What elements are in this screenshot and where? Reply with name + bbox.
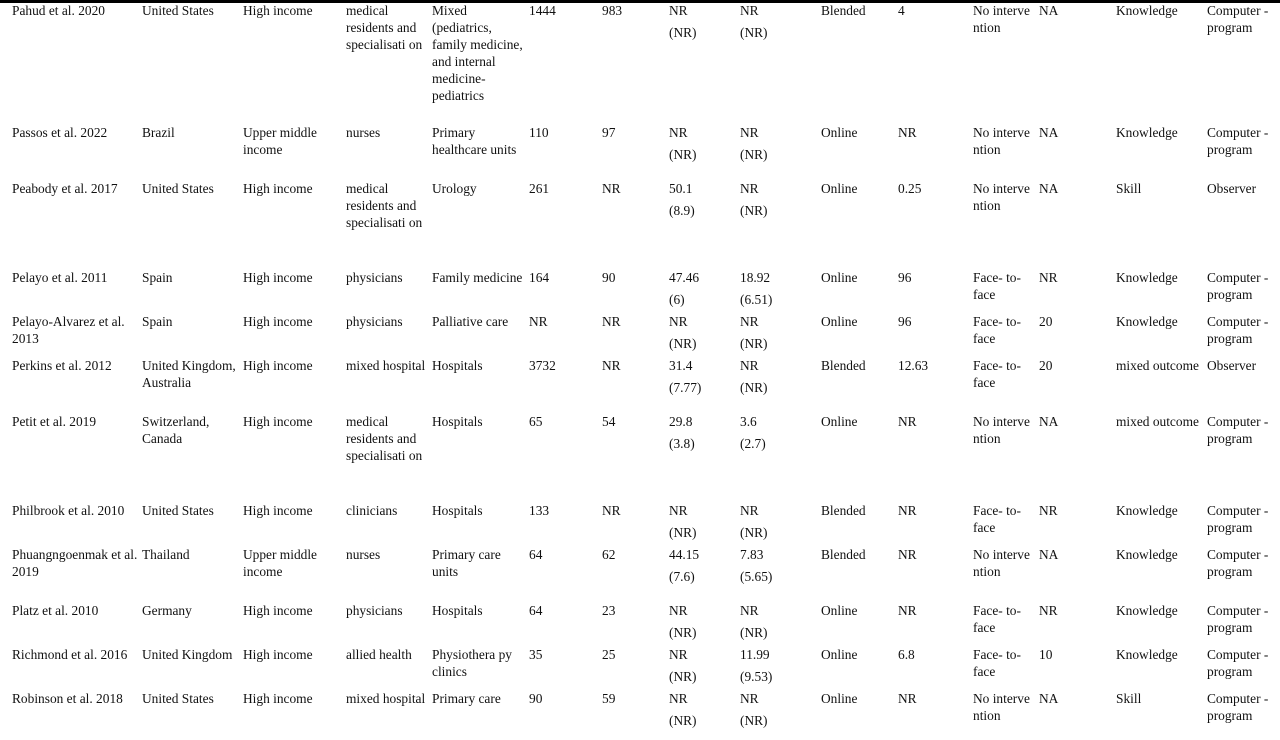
cell-comparator-duration: NA — [1039, 3, 1059, 18]
cell-sample-analysed: 23 — [602, 603, 616, 618]
table-row — [0, 502, 1280, 546]
cell-comparator-duration: NA — [1039, 547, 1059, 562]
cell-assessment: Observer — [1207, 181, 1257, 196]
cell-outcome: Knowledge — [1116, 270, 1178, 285]
cell-assessment: Computer -program — [1207, 3, 1269, 35]
age-mean: 50.1 — [669, 181, 693, 196]
cell-duration: 96 — [898, 314, 912, 329]
cell-delivery-mode: Online — [821, 270, 858, 285]
experience-mean: 7.83 — [740, 547, 764, 562]
cell-experience — [740, 502, 821, 546]
cell-sample-size: 64 — [529, 603, 543, 618]
cell-study: Pelayo et al. 2011 — [12, 270, 108, 285]
cell-study: Passos et al. 2022 — [12, 125, 108, 140]
cell-sample-analysed: 54 — [602, 414, 616, 429]
cell-profession: medical residents and specialisati on — [346, 181, 423, 230]
cell-profession: physicians — [346, 603, 403, 618]
cell-study: Peabody et al. 2017 — [12, 181, 118, 196]
cell-sample-analysed: 97 — [602, 125, 616, 140]
cell-delivery-mode: Blended — [821, 503, 866, 518]
cell-sample-analysed: 62 — [602, 547, 616, 562]
table-row — [0, 413, 1280, 502]
table-row — [0, 646, 1280, 690]
table-row — [0, 602, 1280, 646]
cell-duration: 12.63 — [898, 358, 929, 373]
cell-outcome: Knowledge — [1116, 547, 1178, 562]
cell-outcome: Knowledge — [1116, 603, 1178, 618]
cell-income: High income — [243, 3, 313, 18]
cell-delivery-mode: Online — [821, 691, 858, 706]
cell-duration: 0.25 — [898, 181, 922, 196]
cell-age — [669, 413, 740, 502]
cell-outcome: mixed outcome — [1116, 358, 1199, 373]
cell-profession: mixed hospital — [346, 358, 426, 373]
cell-country: Spain — [142, 270, 173, 285]
cell-study: Pelayo-Alvarez et al. 2013 — [12, 314, 125, 346]
cell-income: High income — [243, 314, 313, 329]
age-sd: (NR) — [669, 25, 697, 40]
cell-assessment: Computer -program — [1207, 270, 1269, 302]
cell-profession: clinicians — [346, 503, 398, 518]
cell-study: Platz et al. 2010 — [12, 603, 99, 618]
cell-sample-analysed: 59 — [602, 691, 616, 706]
experience-sd: (NR) — [740, 147, 768, 162]
cell-assessment: Computer -program — [1207, 647, 1269, 679]
cell-age — [669, 269, 740, 313]
cell-duration: 96 — [898, 270, 912, 285]
age-mean: 44.15 — [669, 547, 700, 562]
cell-country: Brazil — [142, 125, 175, 140]
cell-profession: medical residents and specialisati on — [346, 3, 423, 52]
cell-profession: mixed hospital — [346, 691, 426, 706]
cell-experience — [740, 690, 821, 740]
cell-sample-analysed: 90 — [602, 270, 616, 285]
cell-outcome: Knowledge — [1116, 647, 1178, 662]
table-row — [0, 2, 1280, 124]
cell-age — [669, 124, 740, 180]
table-row — [0, 546, 1280, 602]
age-mean: NR — [669, 603, 688, 618]
cell-experience — [740, 269, 821, 313]
cell-delivery-mode: Blended — [821, 358, 866, 373]
table-row — [0, 690, 1280, 740]
cell-comparator-duration: NA — [1039, 181, 1059, 196]
cell-comparator: No interve ntion — [973, 691, 1030, 723]
cell-outcome: Knowledge — [1116, 314, 1178, 329]
cell-profession: nurses — [346, 125, 381, 140]
cell-delivery-mode: Blended — [821, 547, 866, 562]
cell-country: Switzerland, Canada — [142, 414, 210, 446]
age-sd: (7.77) — [669, 380, 702, 395]
cell-sample-analysed: 25 — [602, 647, 616, 662]
cell-comparator-duration: 20 — [1039, 358, 1053, 373]
cell-income: High income — [243, 503, 313, 518]
cell-country: Germany — [142, 603, 192, 618]
experience-sd: (NR) — [740, 336, 768, 351]
cell-comparator: Face- to-face — [973, 503, 1021, 535]
age-sd: (8.9) — [669, 203, 695, 218]
cell-comparator: Face- to-face — [973, 358, 1021, 390]
cell-delivery-mode: Online — [821, 181, 858, 196]
cell-delivery-mode: Blended — [821, 3, 866, 18]
cell-income: Upper middle income — [243, 547, 318, 579]
age-mean: 29.8 — [669, 414, 693, 429]
cell-study: Robinson et al. 2018 — [12, 691, 123, 706]
cell-comparator-duration: NR — [1039, 603, 1058, 618]
age-sd: (NR) — [669, 625, 697, 640]
cell-sample-analysed: NR — [602, 181, 621, 196]
cell-age — [669, 646, 740, 690]
cell-comparator: No interve ntion — [973, 125, 1030, 157]
cell-comparator-duration: NA — [1039, 691, 1059, 706]
cell-age — [669, 357, 740, 413]
cell-comparator-duration: NA — [1039, 414, 1059, 429]
cell-assessment: Computer -program — [1207, 414, 1269, 446]
table-body — [0, 2, 1280, 740]
age-sd: (6) — [669, 292, 685, 307]
cell-income: High income — [243, 270, 313, 285]
cell-duration: NR — [898, 691, 917, 706]
cell-assessment: Computer -program — [1207, 603, 1269, 635]
table-row — [0, 124, 1280, 180]
cell-country: United States — [142, 691, 214, 706]
cell-sample-size: 65 — [529, 414, 543, 429]
cell-sample-analysed: 983 — [602, 3, 623, 18]
cell-outcome: Knowledge — [1116, 503, 1178, 518]
cell-profession: nurses — [346, 547, 381, 562]
cell-country: United States — [142, 3, 214, 18]
cell-income: High income — [243, 647, 313, 662]
cell-sample-size: NR — [529, 314, 548, 329]
cell-profession: physicians — [346, 314, 403, 329]
cell-setting: Hospitals — [432, 503, 483, 518]
cell-delivery-mode: Online — [821, 125, 858, 140]
studies-table — [0, 2, 1280, 740]
cell-setting: Family medicine — [432, 270, 523, 285]
cell-sample-analysed: NR — [602, 314, 621, 329]
cell-outcome: Skill — [1116, 181, 1142, 196]
cell-duration: NR — [898, 603, 917, 618]
cell-income: Upper middle income — [243, 125, 318, 157]
age-mean: NR — [669, 3, 688, 18]
cell-profession: allied health — [346, 647, 412, 662]
table-row — [0, 313, 1280, 357]
table-row — [0, 269, 1280, 313]
cell-sample-size: 3732 — [529, 358, 556, 373]
cell-outcome: mixed outcome — [1116, 414, 1199, 429]
cell-country: Thailand — [142, 547, 190, 562]
cell-duration: NR — [898, 414, 917, 429]
cell-sample-size: 90 — [529, 691, 543, 706]
cell-study: Petit et al. 2019 — [12, 414, 97, 429]
experience-mean: NR — [740, 181, 759, 196]
experience-sd: (NR) — [740, 713, 768, 728]
experience-mean: NR — [740, 3, 759, 18]
cell-comparator-duration: NA — [1039, 125, 1059, 140]
age-sd: (NR) — [669, 669, 697, 684]
table-row — [0, 180, 1280, 269]
cell-sample-size: 164 — [529, 270, 550, 285]
age-sd: (NR) — [669, 336, 697, 351]
experience-mean: 3.6 — [740, 414, 757, 429]
cell-income: High income — [243, 603, 313, 618]
age-sd: (7.6) — [669, 569, 695, 584]
cell-outcome: Skill — [1116, 691, 1142, 706]
cell-experience — [740, 180, 821, 269]
cell-setting: Hospitals — [432, 603, 483, 618]
experience-sd: (NR) — [740, 380, 768, 395]
experience-mean: 18.92 — [740, 270, 771, 285]
cell-outcome: Knowledge — [1116, 3, 1178, 18]
cell-age — [669, 180, 740, 269]
cell-assessment: Computer -program — [1207, 503, 1269, 535]
cell-age — [669, 546, 740, 602]
age-sd: (NR) — [669, 525, 697, 540]
experience-sd: (9.53) — [740, 669, 773, 684]
table-row — [0, 357, 1280, 413]
cell-assessment: Computer -program — [1207, 547, 1269, 579]
age-sd: (NR) — [669, 147, 697, 162]
cell-setting: Palliative care — [432, 314, 509, 329]
age-mean: 47.46 — [669, 270, 700, 285]
cell-study: Pahud et al. 2020 — [12, 3, 105, 18]
cell-setting: Physiothera py clinics — [432, 647, 512, 679]
cell-study: Phuangngoenmak et al. 2019 — [12, 547, 138, 579]
cell-delivery-mode: Online — [821, 414, 858, 429]
cell-study: Perkins et al. 2012 — [12, 358, 112, 373]
experience-mean: NR — [740, 125, 759, 140]
cell-duration: NR — [898, 125, 917, 140]
experience-sd: (NR) — [740, 25, 768, 40]
cell-sample-analysed: NR — [602, 358, 621, 373]
cell-study: Richmond et al. 2016 — [12, 647, 128, 662]
experience-sd: (5.65) — [740, 569, 773, 584]
cell-sample-size: 64 — [529, 547, 543, 562]
cell-experience — [740, 646, 821, 690]
cell-comparator: No interve ntion — [973, 3, 1030, 35]
cell-experience — [740, 357, 821, 413]
cell-outcome: Knowledge — [1116, 125, 1178, 140]
cell-experience — [740, 2, 821, 124]
cell-setting: Primary care units — [432, 547, 501, 579]
cell-setting: Hospitals — [432, 358, 483, 373]
cell-experience — [740, 413, 821, 502]
cell-sample-size: 133 — [529, 503, 550, 518]
experience-sd: (2.7) — [740, 436, 766, 451]
cell-comparator: Face- to-face — [973, 270, 1021, 302]
cell-assessment: Computer -program — [1207, 691, 1269, 723]
cell-delivery-mode: Online — [821, 603, 858, 618]
cell-setting: Hospitals — [432, 414, 483, 429]
cell-experience — [740, 546, 821, 602]
experience-mean: NR — [740, 691, 759, 706]
age-mean: NR — [669, 503, 688, 518]
cell-setting: Primary care — [432, 691, 501, 706]
age-sd: (NR) — [669, 713, 697, 728]
cell-comparator: No interve ntion — [973, 181, 1030, 213]
experience-mean: NR — [740, 314, 759, 329]
cell-duration: NR — [898, 503, 917, 518]
cell-duration: 4 — [898, 3, 905, 18]
cell-income: High income — [243, 358, 313, 373]
cell-duration: 6.8 — [898, 647, 915, 662]
experience-sd: (NR) — [740, 203, 768, 218]
cell-experience — [740, 124, 821, 180]
cell-income: High income — [243, 181, 313, 196]
cell-delivery-mode: Online — [821, 647, 858, 662]
cell-delivery-mode: Online — [821, 314, 858, 329]
cell-comparator-duration: NR — [1039, 270, 1058, 285]
cell-experience — [740, 313, 821, 357]
cell-age — [669, 690, 740, 740]
cell-sample-size: 1444 — [529, 3, 556, 18]
cell-age — [669, 602, 740, 646]
cell-profession: physicians — [346, 270, 403, 285]
cell-country: United Kingdom — [142, 647, 233, 662]
cell-sample-size: 110 — [529, 125, 549, 140]
cell-study: Philbrook et al. 2010 — [12, 503, 125, 518]
experience-mean: NR — [740, 358, 759, 373]
cell-setting: Urology — [432, 181, 477, 196]
cell-age — [669, 2, 740, 124]
cell-assessment: Computer -program — [1207, 125, 1269, 157]
age-mean: NR — [669, 647, 688, 662]
cell-comparator-duration: 10 — [1039, 647, 1053, 662]
cell-age — [669, 502, 740, 546]
cell-income: High income — [243, 414, 313, 429]
cell-setting: Primary healthcare units — [432, 125, 517, 157]
cell-age — [669, 313, 740, 357]
age-mean: NR — [669, 314, 688, 329]
cell-experience — [740, 602, 821, 646]
experience-sd: (NR) — [740, 625, 768, 640]
cell-comparator: No interve ntion — [973, 547, 1030, 579]
cell-assessment: Computer -program — [1207, 314, 1269, 346]
age-mean: NR — [669, 125, 688, 140]
cell-assessment: Observer — [1207, 358, 1257, 373]
age-sd: (3.8) — [669, 436, 695, 451]
age-mean: 31.4 — [669, 358, 693, 373]
cell-setting: Mixed (pediatrics, family medicine, and internal medicine-pediatrics — [432, 3, 523, 103]
age-mean: NR — [669, 691, 688, 706]
cell-country: United Kingdom, Australia — [142, 358, 236, 390]
cell-comparator-duration: 20 — [1039, 314, 1053, 329]
cell-income: High income — [243, 691, 313, 706]
experience-sd: (6.51) — [740, 292, 773, 307]
experience-mean: 11.99 — [740, 647, 770, 662]
experience-mean: NR — [740, 603, 759, 618]
cell-country: United States — [142, 181, 214, 196]
cell-country: Spain — [142, 314, 173, 329]
cell-comparator: Face- to-face — [973, 314, 1021, 346]
experience-mean: NR — [740, 503, 759, 518]
cell-sample-analysed: NR — [602, 503, 621, 518]
cell-comparator: Face- to-face — [973, 647, 1021, 679]
cell-duration: NR — [898, 547, 917, 562]
cell-comparator: Face- to-face — [973, 603, 1021, 635]
cell-sample-size: 261 — [529, 181, 550, 196]
cell-profession: medical residents and specialisati on — [346, 414, 423, 463]
experience-sd: (NR) — [740, 525, 768, 540]
cell-country: United States — [142, 503, 214, 518]
cell-comparator: No interve ntion — [973, 414, 1030, 446]
cell-sample-size: 35 — [529, 647, 543, 662]
cell-comparator-duration: NR — [1039, 503, 1058, 518]
